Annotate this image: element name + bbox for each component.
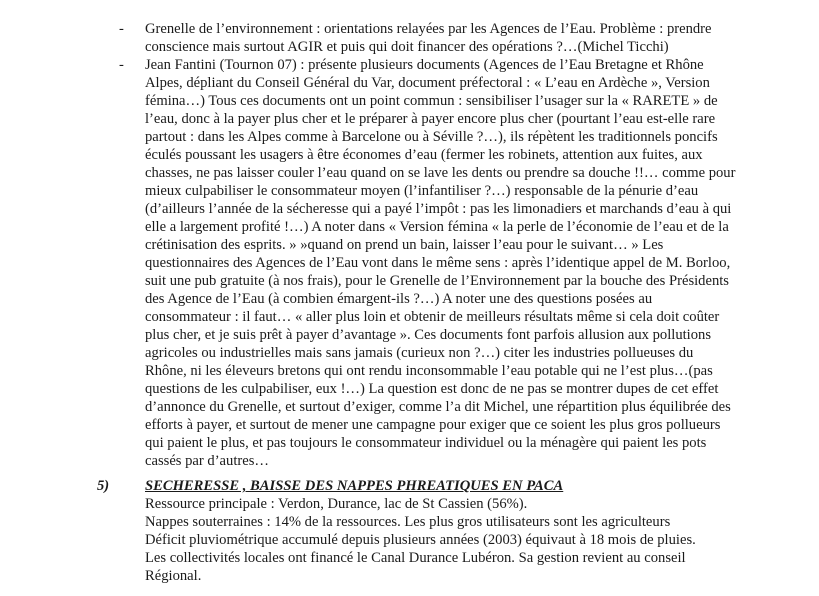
paragraph-line: suit une pub gratuite (à nos frais), pour le Grenelle de l’Environnement par la bouche des Présidents <box>145 273 729 289</box>
paragraph-line: Grenelle de l’environnement : orientations relayées par les Agences de l’Eau. Problème : prendre <box>145 21 712 37</box>
paragraph-line: elle a largement profité !…) A noter dans « Version fémina « la perle de l’économie de l’eau et de la <box>145 219 729 235</box>
paragraph-line: éculés poussant les usagers à être économes d’eau (fermer les robinets, attention aux fuites, aux <box>145 147 703 163</box>
paragraph-line: questions de les culpabiliser, eux !…) La question est donc de ne pas se montrer dupes de cet effet <box>145 381 719 397</box>
paragraph-line: l’eau, donc à la payer plus cher et le préparer à payer encore plus cher (pourtant l’eau est-elle rare <box>145 111 716 127</box>
section-title: SECHERESSE , BAISSE DES NAPPES PHREATIQUES EN PACA <box>145 478 564 494</box>
section-line: Nappes souterraines : 14% de la ressources. Les plus gros utilisateurs sont les agriculteurs <box>145 514 671 530</box>
paragraph-line: chasses, ne pas laisser couler l’eau quand on se lave les dents ou prendre sa douche !!… comme pour <box>145 165 736 181</box>
paragraph-line: Jean Fantini (Tournon 07) : présente plusieurs documents (Agences de l’Eau Bretagne et Rhône <box>145 57 704 73</box>
paragraph-line: questionnaires des Agences de l’Eau vont dans le même sens : après l’identique appel de M. Borloo, <box>145 255 731 271</box>
paragraph-line: mieux culpabiliser le consommateur moyen (l’infantiliser ?…) responsable de la pénurie d’eau <box>145 183 699 199</box>
paragraph-line: Alpes, dépliant du Conseil Général du Var, document préfectoral : « L’eau en Ardèche », Version <box>145 75 710 91</box>
section-line: Ressource principale : Verdon, Durance, lac de St Cassien (56%). <box>145 496 528 512</box>
paragraph-line: conscience mais surtout AGIR et puis qui doit financer des opérations ?…(Michel Ticchi) <box>145 39 669 55</box>
paragraph-line: d’annonce du Grenelle, et surtout d’exiger, comme l’a dit Michel, une répartition plus équilibrée des <box>145 399 731 415</box>
paragraph-line: des Agence de l’Eau (à combien émargent-ils ?…) A noter une des questions posées au <box>145 291 653 307</box>
section-line: Déficit pluviométrique accumulé depuis plusieurs années (2003) équivaut à 18 mois de pluies. <box>145 532 696 548</box>
paragraph-line: efforts à payer, et surtout de mener une campagne pour exiger que ce soient les plus gros pollueurs <box>145 417 721 433</box>
paragraph-line: cassés par d’autres… <box>145 453 269 469</box>
paragraph-line: plus cher, et je suis prêt à payer d’avantage ». Ces documents font parfois allusion aux pollutions <box>145 327 711 343</box>
paragraph-line: partout : dans les Alpes comme à Barcelone ou à Séville ?…), ils répètent les traditionnels poncifs <box>145 129 718 145</box>
section-number: 5) <box>97 478 110 494</box>
bullet-marker: - <box>119 57 124 73</box>
section-line: Les collectivités locales ont financé le Canal Durance Lubéron. Sa gestion revient au conseil <box>145 550 686 566</box>
paragraph-line: Rhône, ni les éleveurs bretons qui ont rendu inconsommable l’eau potable qui ne l’est plus…(pas <box>145 363 713 379</box>
paragraph-line: agricoles ou industrielles mais sans jamais (curieux non ?…) citer les industries pollueuses du <box>145 345 694 361</box>
paragraph-line: qui paient le plus, et pas toujours le consommateur individuel ou la ménagère qui paient les pots <box>145 435 707 451</box>
paragraph-line: (d’ailleurs l’année de la sécheresse qui a payé l’impôt : pas les limonadiers et marchands d’eau à qui <box>145 201 732 217</box>
paragraph-line: fémina…) Tous ces documents ont un point commun : sensibiliser l’usager sur la « RARETE » de <box>145 93 718 109</box>
paragraph-line: crétinisation des esprits. » »quand on prend un bain, laisser l’eau pour le suivant… » Les <box>145 237 664 253</box>
section-line: Régional. <box>145 568 202 584</box>
bullet-marker: - <box>119 21 124 37</box>
paragraph-line: consommateur : il faut… « aller plus loin et obtenir de meilleurs résultats même si cela doit coûter <box>145 309 720 325</box>
